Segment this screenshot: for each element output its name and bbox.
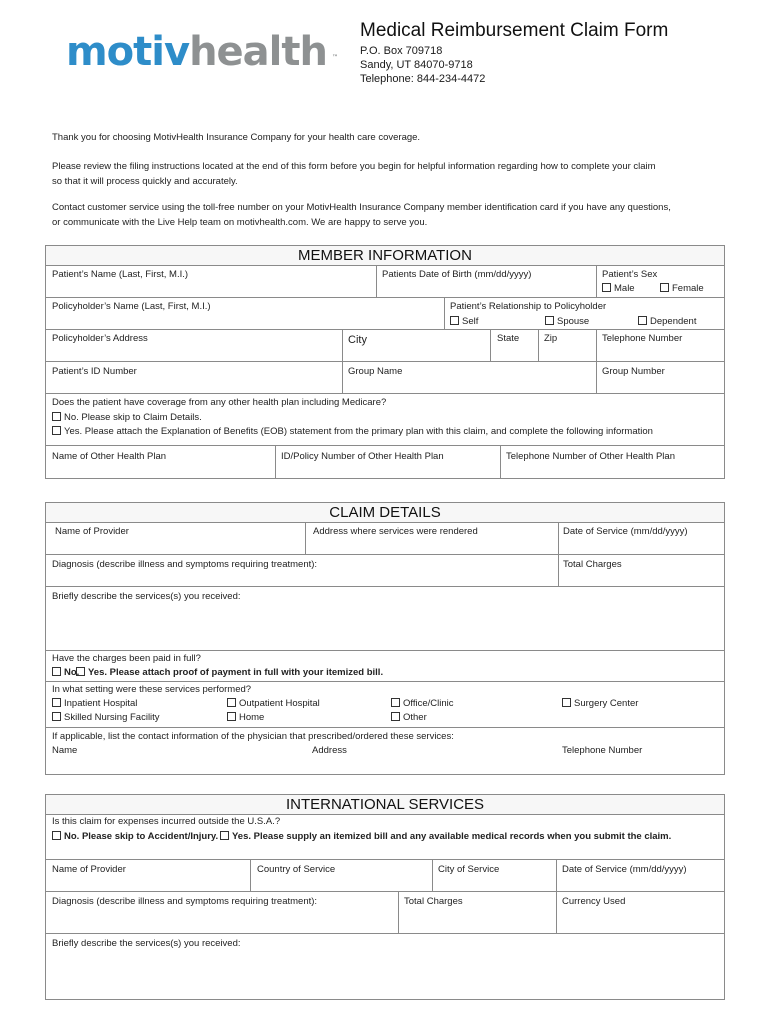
- policyholder-name-field[interactable]: Policyholder’s Name (Last, First, M.I.): [52, 301, 211, 312]
- claim-details-title: CLAIM DETAILS: [46, 503, 724, 523]
- physician-address-field[interactable]: Address: [312, 745, 347, 756]
- diagnosis-row: [46, 555, 724, 587]
- physician-phone-field[interactable]: Telephone Number: [562, 745, 643, 756]
- intl-diagnosis-row: [46, 892, 724, 934]
- intl-provider-row: [46, 860, 724, 892]
- intro-thanks: Thank you for choosing MotivHealth Insurance Company for your health care coverage.: [52, 132, 421, 143]
- other-checkbox[interactable]: Other: [391, 712, 427, 724]
- paid-in-full-row: [46, 651, 724, 682]
- zip-field[interactable]: Zip: [538, 330, 596, 361]
- provider-row: [46, 523, 724, 555]
- other-coverage-row: [46, 394, 724, 446]
- intl-total-charges-field[interactable]: Total Charges: [398, 892, 556, 933]
- telephone-line: Telephone: 844-234-4472: [360, 73, 486, 85]
- total-charges-field[interactable]: Total Charges: [558, 555, 724, 586]
- address-line-1: P.O. Box 709718: [360, 45, 443, 57]
- form-title: Medical Reimbursement Claim Form: [360, 20, 669, 41]
- patient-name-field[interactable]: Patient’s Name (Last, First, M.I.): [52, 269, 189, 280]
- intro-review-line-2: so that it will process quickly and accurately.: [52, 176, 238, 187]
- service-setting-question: In what setting were these services performed?: [52, 684, 252, 695]
- outside-usa-no-checkbox[interactable]: No. Please skip to Accident/Injury.: [52, 831, 218, 843]
- group-name-field[interactable]: Group Name: [342, 362, 596, 393]
- form-header: [360, 18, 760, 86]
- date-of-service-field[interactable]: Date of Service (mm/dd/yyyy): [558, 523, 724, 554]
- intro-contact-line-2: or communicate with the Live Help team on motivhealth.com. We are happy to serve you.: [52, 217, 428, 228]
- other-plan-row: [46, 446, 724, 478]
- diagnosis-field[interactable]: Diagnosis (describe illness and symptoms requiring treatment):: [52, 559, 318, 570]
- female-checkbox[interactable]: Female: [660, 283, 704, 295]
- address-line-2: Sandy, UT 84070-9718: [360, 59, 473, 71]
- outside-usa-row: [46, 815, 724, 860]
- service-address-field[interactable]: Address where services were rendered: [305, 523, 558, 554]
- policyholder-row: [46, 298, 724, 330]
- paid-no-checkbox[interactable]: No.: [52, 667, 79, 679]
- other-plan-id-field[interactable]: ID/Policy Number of Other Health Plan: [275, 446, 500, 478]
- outside-usa-yes-checkbox[interactable]: Yes. Please supply an itemized bill and any available medical records when you submit the claim.: [220, 831, 671, 843]
- surgery-center-checkbox[interactable]: Surgery Center: [562, 698, 638, 710]
- international-services-section: [45, 794, 725, 1000]
- patient-dob-field[interactable]: Patients Date of Birth (mm/dd/yyyy): [376, 266, 596, 297]
- policyholder-address-field[interactable]: Policyholder’s Address: [52, 333, 148, 344]
- paid-yes-checkbox[interactable]: Yes. Please attach proof of payment in full with your itemized bill.: [76, 667, 383, 679]
- physician-name-field[interactable]: Name: [52, 745, 78, 756]
- other-plan-name-field[interactable]: Name of Other Health Plan: [52, 451, 167, 462]
- self-checkbox[interactable]: Self: [450, 316, 478, 328]
- physician-question: If applicable, list the contact information of the physician that prescribed/ordered these services:: [52, 731, 454, 742]
- intl-services-description-field[interactable]: Briefly describe the services(s) you received:: [52, 938, 241, 949]
- city-field[interactable]: City: [342, 330, 490, 361]
- group-number-field[interactable]: Group Number: [596, 362, 724, 393]
- patient-sex-field: Patient’s Sex Male Female: [596, 266, 724, 297]
- service-setting-row: [46, 682, 724, 728]
- country-of-service-field[interactable]: Country of Service: [250, 860, 432, 891]
- state-field[interactable]: State: [490, 330, 538, 361]
- currency-used-field[interactable]: Currency Used: [556, 892, 724, 933]
- international-services-title: INTERNATIONAL SERVICES: [46, 795, 724, 815]
- member-information-section: [45, 245, 725, 479]
- paid-in-full-question: Have the charges been paid in full?: [52, 653, 201, 664]
- motivhealth-logo: motivhealth ™: [66, 29, 337, 75]
- male-checkbox[interactable]: Male: [602, 283, 635, 295]
- member-information-title: MEMBER INFORMATION: [46, 246, 724, 266]
- telephone-field[interactable]: Telephone Number: [596, 330, 724, 361]
- outside-usa-question: Is this claim for expenses incurred outside the U.S.A.?: [52, 816, 281, 827]
- outpatient-hospital-checkbox[interactable]: Outpatient Hospital: [227, 698, 320, 710]
- physician-row: [46, 728, 724, 774]
- intro-contact-line-1: Contact customer service using the toll-free number on your MotivHealth Insurance Company member identification card if you have any questions,: [52, 202, 671, 213]
- claim-details-section: [45, 502, 725, 775]
- intro-review-line-1: Please review the filing instructions located at the end of this form before you begin for helpful information regarding how to complete your claim: [52, 161, 656, 172]
- dependent-checkbox[interactable]: Dependent: [638, 316, 696, 328]
- other-plan-phone-field[interactable]: Telephone Number of Other Health Plan: [500, 446, 724, 478]
- inpatient-hospital-checkbox[interactable]: Inpatient Hospital: [52, 698, 137, 710]
- city-of-service-field[interactable]: City of Service: [432, 860, 556, 891]
- patient-row: [46, 266, 724, 298]
- patient-id-field[interactable]: Patient’s ID Number: [52, 366, 137, 377]
- address-row: [46, 330, 724, 362]
- other-coverage-yes-checkbox[interactable]: Yes. Please attach the Explanation of Benefits (EOB) statement from the primary plan with this claim, and complete the following information: [52, 426, 653, 438]
- office-clinic-checkbox[interactable]: Office/Clinic: [391, 698, 454, 710]
- intl-diagnosis-field[interactable]: Diagnosis (describe illness and symptoms requiring treatment):: [52, 896, 318, 907]
- provider-name-field[interactable]: Name of Provider: [55, 526, 129, 537]
- intl-date-of-service-field[interactable]: Date of Service (mm/dd/yyyy): [556, 860, 724, 891]
- id-row: [46, 362, 724, 394]
- skilled-nursing-checkbox[interactable]: Skilled Nursing Facility: [52, 712, 160, 724]
- spouse-checkbox[interactable]: Spouse: [545, 316, 589, 328]
- relationship-field: Patient’s Relationship to Policyholder Self Spouse Dependent: [444, 298, 724, 329]
- intl-provider-field[interactable]: Name of Provider: [52, 864, 126, 875]
- other-coverage-question: Does the patient have coverage from any other health plan including Medicare?: [52, 397, 387, 408]
- services-description-field[interactable]: Briefly describe the services(s) you received:: [46, 587, 724, 651]
- other-coverage-no-checkbox[interactable]: No. Please skip to Claim Details.: [52, 412, 202, 424]
- home-checkbox[interactable]: Home: [227, 712, 264, 724]
